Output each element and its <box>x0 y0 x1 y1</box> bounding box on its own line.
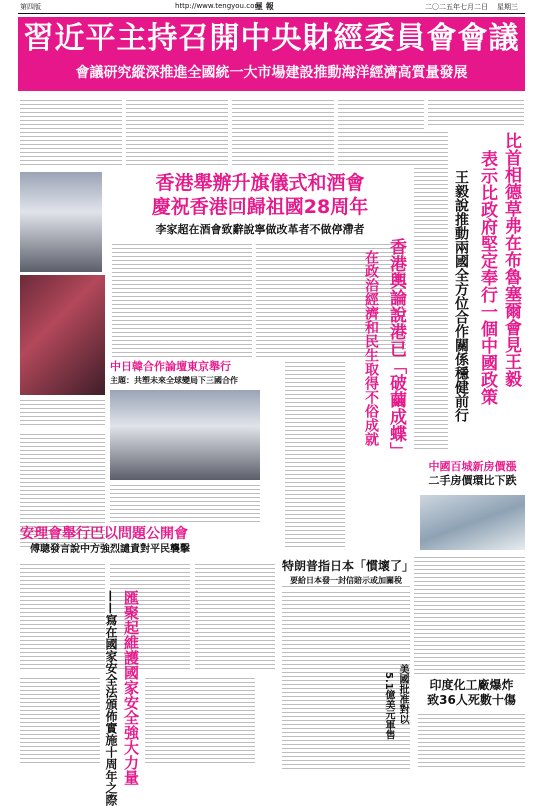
photo-caption-text <box>20 398 105 428</box>
hk-celebration-sub: 李家超在酒會致辭說寧做改革者不做停滯者 <box>155 223 365 236</box>
belgium-subheadline: 王毅說推動兩國全方位合作關係穩健前行 <box>453 170 469 422</box>
national-security-sub: ——寫在國家安全法頒佈實施十周年之際 <box>104 590 118 806</box>
issue-date: 二〇二五年七月二日 <box>425 3 488 11</box>
security-article-col3 <box>195 562 275 672</box>
forum-title: 中日韓合作論壇東京舉行 <box>110 360 231 373</box>
forum-block <box>110 360 280 386</box>
national-security-article-col1 <box>20 676 100 766</box>
us-arms-title: 美國批准對以 <box>397 664 408 724</box>
forum-article <box>110 483 260 523</box>
site-url: http://www.tengyou.com <box>175 2 262 10</box>
belgium-headline: 比首相德草弗在布魯塞爾會見王毅 <box>501 132 521 387</box>
issue-weekday: 星期三 <box>497 3 518 11</box>
forum-sub: 主題：共塑未來全球變局下三國合作 <box>110 375 238 385</box>
india-article <box>418 712 525 770</box>
hk-celebration-block <box>110 172 410 238</box>
security-council-block <box>20 525 280 557</box>
us-arms-sub: 5.1億美元軍售 <box>383 672 394 740</box>
lead-article-col5 <box>428 98 524 128</box>
security-council-title: 安理會舉行巴以問題公開會 <box>20 526 188 542</box>
lead-article-col3 <box>232 98 334 168</box>
hk-celebration-title-1: 香港舉辦升旗儀式和酒會 <box>155 172 365 194</box>
hk-opinion-title: 香港輿論說港已「破繭成蝶」 <box>386 238 406 459</box>
header-rule <box>18 13 525 14</box>
india-title: 印度化工廠爆炸 <box>429 678 514 692</box>
hk-opinion-sub: 在政治經濟和民生取得不俗成就 <box>363 250 379 446</box>
india-sub: 致36人死數十傷 <box>427 693 516 707</box>
belgium-policy-headline: 表示比政府堅定奉行一個中國政策 <box>477 150 497 405</box>
hk-celebration-title-2: 慶祝香港回歸祖國28周年 <box>151 196 369 218</box>
property-sub: 二手房價環比下跌 <box>428 474 517 487</box>
lead-headline-banner <box>18 17 525 91</box>
national-security-article-col2 <box>145 676 255 766</box>
page-header <box>0 0 540 14</box>
photo-reception <box>20 275 105 395</box>
hk-celebration-article-col1 <box>112 242 252 357</box>
page-number: 第四版 <box>20 3 41 11</box>
lead-article-col4 <box>338 98 424 168</box>
trump-block <box>282 558 415 586</box>
belgium-article <box>414 130 448 450</box>
lead-headline: 習近平主持召開中央財經委員會會議 <box>23 21 520 56</box>
paper-name: 星 報 <box>255 2 274 11</box>
india-block <box>418 678 525 708</box>
photo-forum <box>110 390 260 480</box>
lead-article-col1 <box>20 98 122 168</box>
hk-celebration-article-col2 <box>256 242 406 357</box>
lead-article-col2 <box>126 98 228 168</box>
photo-housing <box>420 495 525 550</box>
trump-sub: 要給日本發一封信賠示或加關稅 <box>290 575 402 585</box>
national-security-title: 匯聚起維護國家安全強大力量 <box>122 590 140 785</box>
security-article-col1 <box>20 562 105 672</box>
mid-article-col <box>285 360 345 550</box>
security-council-sub: 傅聰發言說中方強烈譴責對平民襲擊 <box>30 544 190 555</box>
trump-title: 特朗普指日本「慣壞了」 <box>282 559 415 573</box>
photo-ceremony <box>20 172 102 272</box>
lead-subheadline: 會議研究縱深推進全國統一大市場建設推動海洋經濟高質量發展 <box>75 65 468 81</box>
property-article <box>414 555 525 675</box>
property-title: 中國百城新房價漲 <box>428 460 517 473</box>
property-block <box>420 460 525 488</box>
